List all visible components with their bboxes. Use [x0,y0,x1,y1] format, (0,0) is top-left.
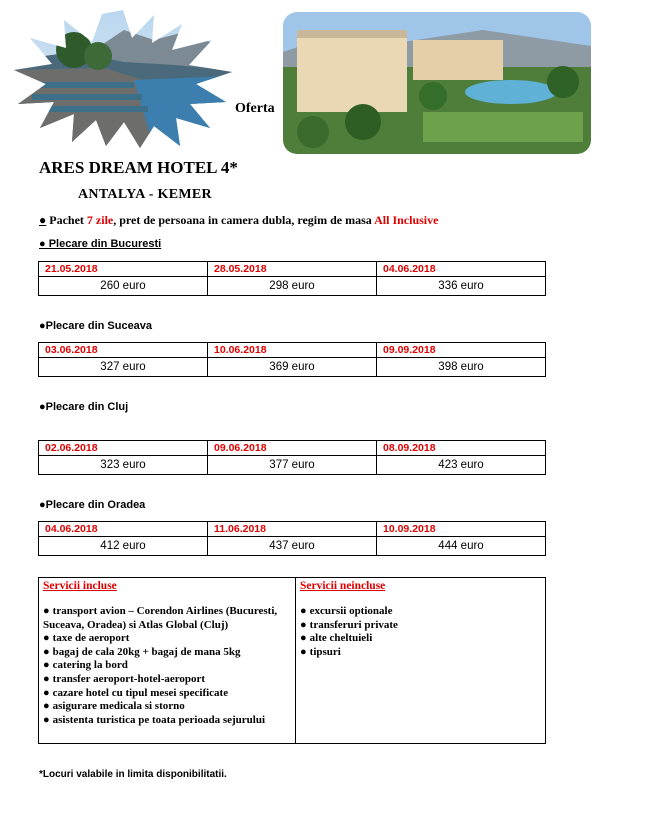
date-cell: 21.05.2018 [39,262,208,277]
hotel-location: ANTALYA - KEMER [78,187,212,202]
offer-label: Oferta [235,101,275,116]
price-cell: 444 euro [377,537,546,556]
date-cell: 03.06.2018 [39,343,208,358]
list-item: ● catering la bord [43,659,128,672]
date-cell: 08.09.2018 [377,441,546,456]
price-cell: 298 euro [208,277,377,296]
hotel-name: ARES DREAM HOTEL 4* [39,158,238,177]
included-services-title: Servicii incluse [43,580,117,592]
package-text-1: Pachet [49,213,84,227]
price-table-cluj [38,440,546,475]
price-cell: 437 euro [208,537,377,556]
date-cell: 10.06.2018 [208,343,377,358]
bullet: ● [39,213,47,227]
price-table-suceava [38,342,546,377]
list-item: ● cazare hotel cu tipul mesei specificate [43,686,229,699]
price-cell: 336 euro [377,277,546,296]
price-table-bucuresti [38,261,546,296]
price-cell: 323 euro [39,456,208,475]
list-item: ● asistenta turistica pe toata perioada sejurului [43,713,266,726]
list-item: ● transport avion – Corendon Airlines (Bucuresti, Suceava, Oradea) si Atlas Global (Cluj) [43,605,278,631]
hotel-photo [283,12,591,154]
package-text-2: , pret de persoana in camera dubla, regim de masa [113,213,372,227]
package-days: 7 zile [86,213,114,227]
departure-label-bucuresti: ● Plecare din Bucuresti [39,238,162,250]
list-item: ● bagaj de cala 20kg + bagaj de mana 5kg [43,645,241,658]
price-table-oradea [38,521,546,556]
list-item: ● asigurare medicala si storno [43,700,185,713]
excluded-services [296,578,546,744]
package-description [39,213,438,228]
list-item: ● transferuri private [300,618,398,631]
list-item: ● excursii optionale [300,605,393,617]
list-item: ● alte cheltuieli [300,632,373,645]
list-item: ● tipsuri [300,645,341,658]
beach-starburst-image [14,10,232,148]
package-board: All Inclusive [374,213,439,227]
date-cell: 10.09.2018 [377,522,546,537]
services-table [38,577,546,744]
included-services [39,578,296,744]
price-cell: 423 euro [377,456,546,475]
date-cell: 09.09.2018 [377,343,546,358]
date-cell: 04.06.2018 [39,522,208,537]
date-cell: 02.06.2018 [39,441,208,456]
excluded-services-list [300,605,541,659]
price-cell: 398 euro [377,358,546,377]
date-cell: 11.06.2018 [208,522,377,537]
date-cell: 09.06.2018 [208,441,377,456]
availability-note: *Locuri valabile in limita disponibilitatii. [39,769,227,780]
price-cell: 412 euro [39,537,208,556]
date-cell: 28.05.2018 [208,262,377,277]
price-cell: 260 euro [39,277,208,296]
departure-label-oradea: ●Plecare din Oradea [39,499,146,511]
list-item: ● taxe de aeroport [43,632,130,645]
departure-label-suceava: ●Plecare din Suceava [39,320,153,332]
date-cell: 04.06.2018 [377,262,546,277]
list-item: ● transfer aeroport-hotel-aeroport [43,672,206,685]
excluded-services-title: Servicii neincluse [300,580,386,592]
included-services-list [43,605,291,727]
price-cell: 327 euro [39,358,208,377]
price-cell: 377 euro [208,456,377,475]
price-cell: 369 euro [208,358,377,377]
departure-label-cluj: ●Plecare din Cluj [39,401,129,413]
